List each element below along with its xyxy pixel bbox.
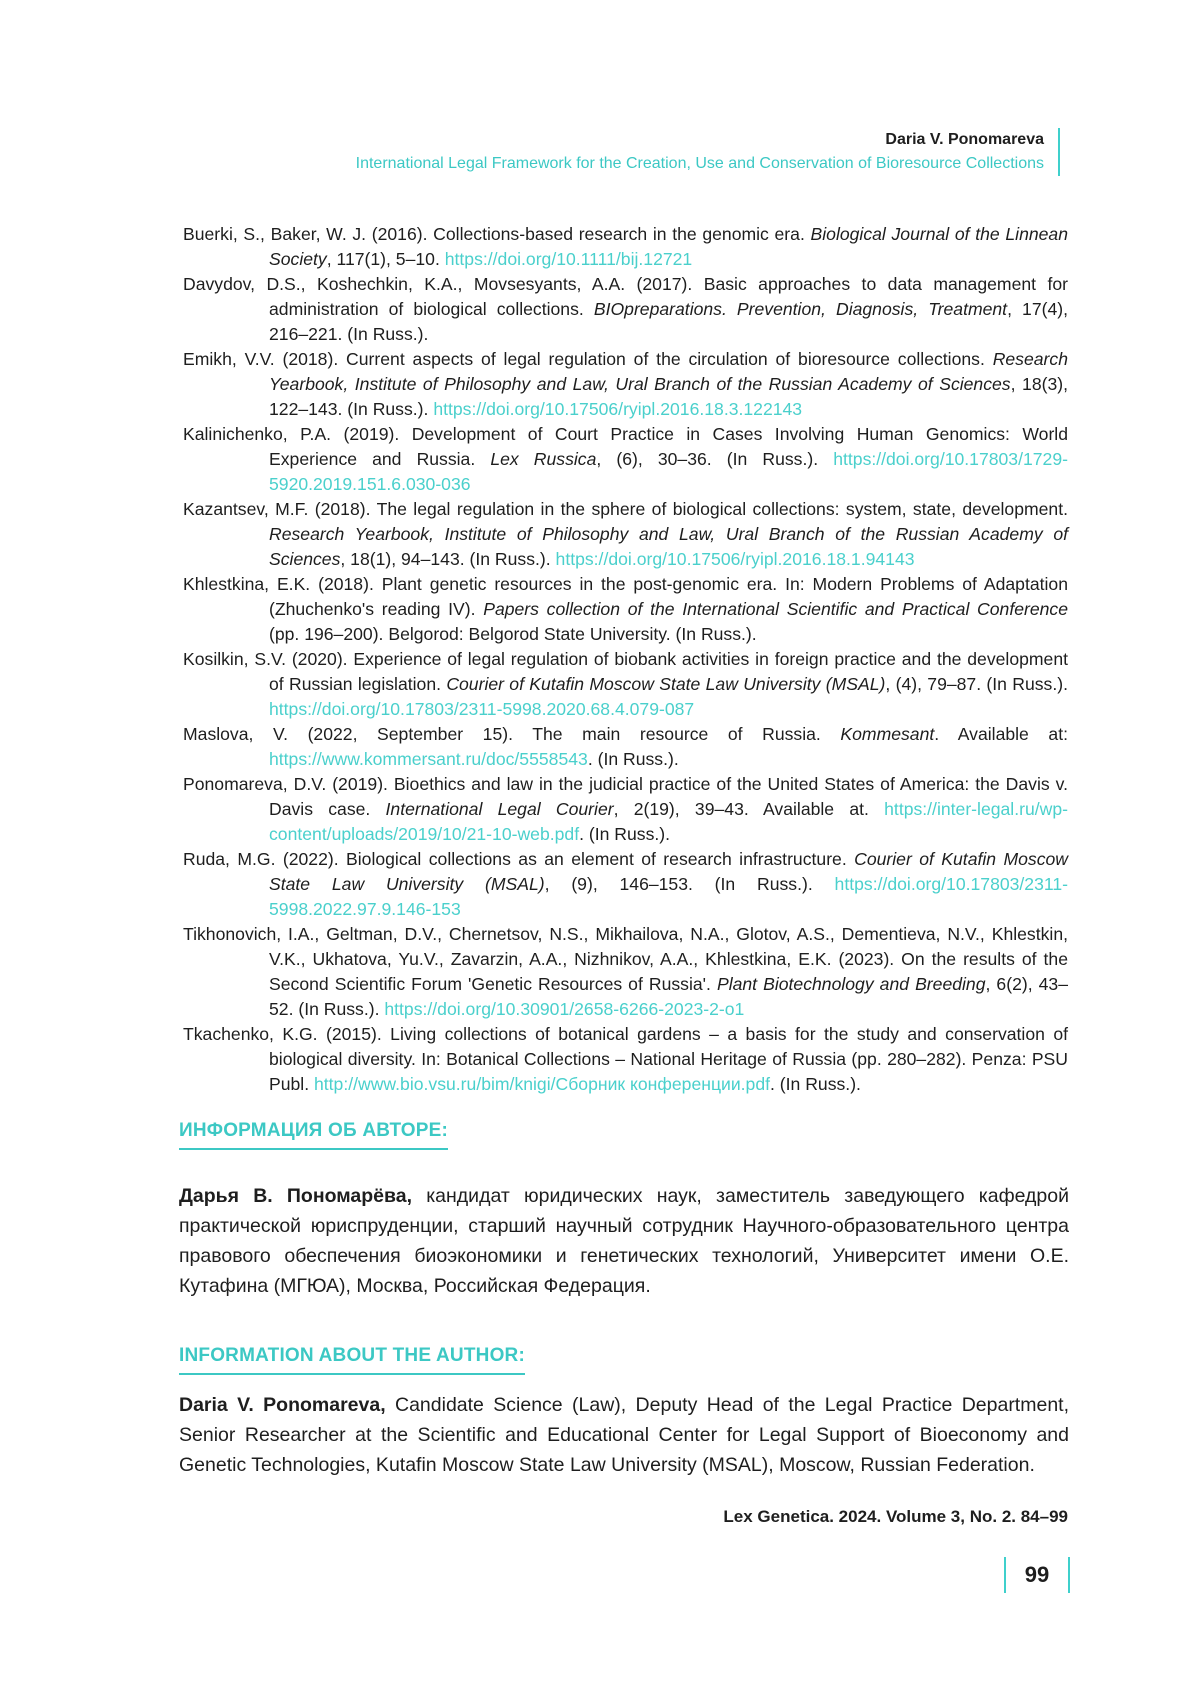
- reference-item: [183, 422, 1068, 497]
- reference-text: Emikh, V.V. (2018). Current aspects of legal regulation of the circulation of bioresource collections.: [183, 349, 993, 369]
- en-author-text: Candidate Science (Law), Deputy Head of the Legal Practice Department, Senior Researcher at the Scientific and Educational Center for Legal Support of Bioeconomy and Genetic Technologies, Kutafin Moscow State Law University (MSAL), Moscow, Russian Federation.: [179, 1394, 1069, 1476]
- reference-text: Kazantsev, M.F. (2018). The legal regulation in the sphere of biological collections: system, state, development.: [183, 499, 1068, 519]
- reference-details: , 117(1), 5–10.: [326, 249, 445, 269]
- reference-details: , 17(4), 216–221. (In Russ.).: [269, 299, 1068, 344]
- reference-link[interactable]: http://www.bio.vsu.ru/bim/knigi/Сборник конференции.pdf: [314, 1074, 771, 1094]
- reference-details: , 2(19), 39–43. Available at.: [613, 799, 885, 819]
- reference-link[interactable]: https://doi.org/10.17803/1729-5920.2019.151.6.030-036: [269, 449, 1068, 494]
- reference-item: [183, 922, 1068, 1022]
- journal-citation: Lex Genetica. 2024. Volume 3, No. 2. 84–99: [723, 1507, 1068, 1526]
- reference-link[interactable]: https://doi.org/10.30901/2658-6266-2023-2-o1: [384, 999, 745, 1019]
- reference-link[interactable]: https://doi.org/10.1111/bij.12721: [444, 249, 693, 269]
- reference-details: (pp. 196–200). Belgorod: Belgorod State University. (In Russ.).: [269, 624, 757, 644]
- reference-tail: . (In Russ.).: [587, 749, 679, 769]
- reference-text: Khlestkina, E.K. (2018). Plant genetic resources in the post-genomic era. In: Modern Problems of Adaptation (Zhuchenko's reading IV).: [183, 574, 1068, 619]
- reference-details: , 18(1), 94–143. (In Russ.).: [340, 549, 556, 569]
- reference-source: Courier of Kutafin Moscow State Law University (MSAL): [446, 674, 886, 694]
- reference-source: Biological Journal of the Linnean Society: [269, 224, 1068, 269]
- reference-text: Maslova, V. (2022, September 15). The main resource of Russia.: [183, 724, 841, 744]
- reference-source: Research Yearbook, Institute of Philosophy and Law, Ural Branch of the Russian Academy of Sciences: [269, 524, 1068, 569]
- reference-source: International Legal Courier: [385, 799, 614, 819]
- reference-text: Ponomareva, D.V. (2019). Bioethics and law in the judicial practice of the United States of America: the Davis v. Davis case.: [183, 774, 1068, 819]
- header-article-title: International Legal Framework for the Creation, Use and Conservation of Bioresource Collections: [355, 155, 1044, 172]
- reference-link[interactable]: https://doi.org/10.17803/2311-5998.2020.68.4.079-087: [269, 699, 695, 719]
- reference-link[interactable]: https://doi.org/10.17506/ryipl.2016.18.1.94143: [555, 549, 915, 569]
- reference-source: Papers collection of the International Scientific and Practical Conference: [483, 599, 1069, 619]
- reference-link[interactable]: https://doi.org/10.17506/ryipl.2016.18.3.122143: [433, 399, 803, 419]
- ru-author-info-heading: ИНФОРМАЦИЯ ОБ АВТОРЕ:: [179, 1120, 448, 1150]
- reference-text: Tikhonovich, I.A., Geltman, D.V., Chernetsov, N.S., Mikhailova, N.A., Glotov, A.S., Dementieva, N.V., Khlestkin, V.K., Ukhatova, Yu.V., Zavarzin, A.A., Nizhnikov, A.A., Khlestkina, E.K. (2023). On the results of the Second Scientific Forum 'Genetic Resources of Russia'.: [183, 924, 1068, 994]
- reference-link[interactable]: https://www.kommersant.ru/doc/5558543: [269, 749, 588, 769]
- reference-text: Kalinichenko, P.A. (2019). Development of Court Practice in Cases Involving Human Genomics: World Experience and Russia.: [183, 424, 1068, 469]
- reference-details: , (6), 30–36. (In Russ.).: [596, 449, 834, 469]
- reference-text: Davydov, D.S., Koshechkin, K.A., Movsesyants, A.A. (2017). Basic approaches to data management for administration of biological collections.: [183, 274, 1068, 319]
- reference-item: [183, 847, 1068, 922]
- page-number: 99: [1004, 1557, 1070, 1593]
- reference-tail: . (In Russ.).: [770, 1074, 861, 1094]
- reference-text: Kosilkin, S.V. (2020). Experience of legal regulation of biobank activities in foreign practice and the development of Russian legislation.: [183, 649, 1068, 694]
- reference-item: [183, 647, 1068, 722]
- reference-text: Ruda, M.G. (2022). Biological collections as an element of research infrastructure.: [183, 849, 855, 869]
- reference-item: [183, 222, 1068, 272]
- reference-details: , (4), 79–87. (In Russ.).: [885, 674, 1068, 694]
- reference-item: [183, 722, 1068, 772]
- reference-list: [183, 222, 1068, 1097]
- reference-link[interactable]: https://inter-legal.ru/wp-content/uploads/2019/10/21-10-web.pdf: [269, 799, 1068, 844]
- reference-source: Research Yearbook, Institute of Philosophy and Law, Ural Branch of the Russian Academy of Sciences: [269, 349, 1068, 394]
- reference-source: Plant Biotechnology and Breeding: [716, 974, 986, 994]
- ru-author-info: [179, 1181, 1069, 1301]
- reference-link[interactable]: https://doi.org/10.17803/2311-5998.2022.97.9.146-153: [269, 874, 1068, 919]
- ru-author-text: кандидат юридических наук, заместитель заведующего кафедрой практической юриспруденции, старший научный сотрудник Научного-образовательного центра правового обеспечения биоэкономики и генетических технологий, Университет имени О.Е. Кутафина (МГЮА), Москва, Российская Федерация.: [179, 1185, 1069, 1297]
- reference-source: Courier of Kutafin Moscow State Law University (MSAL): [269, 849, 1068, 894]
- reference-source: Lex Russica: [490, 449, 597, 469]
- reference-source: BIOpreparations. Prevention, Diagnosis, Treatment: [593, 299, 1008, 319]
- reference-item: [183, 497, 1068, 572]
- reference-item: [183, 347, 1068, 422]
- ru-author-name: Дарья В. Пономарёва,: [179, 1185, 413, 1207]
- reference-item: [183, 772, 1068, 847]
- reference-details: . Available at:: [934, 724, 1068, 744]
- en-author-name: Daria V. Ponomareva,: [179, 1394, 386, 1416]
- running-header: [356, 128, 1060, 176]
- reference-details: , 6(2), 43–52. (In Russ.).: [269, 974, 1068, 1019]
- en-author-info: [179, 1390, 1069, 1480]
- reference-source: Kommesant: [840, 724, 935, 744]
- reference-item: [183, 1022, 1068, 1097]
- reference-details: , 18(3), 122–143. (In Russ.).: [269, 374, 1068, 419]
- header-author: Daria V. Ponomareva: [885, 131, 1044, 148]
- en-author-info-heading: INFORMATION ABOUT THE AUTHOR:: [179, 1345, 525, 1375]
- reference-item: [183, 272, 1068, 347]
- reference-text: Tkachenko, K.G. (2015). Living collections of botanical gardens – a basis for the study and conservation of biological diversity. In: Botanical Collections – National Heritage of Russia (pp. 280–282). Penza: PSU Publ.: [183, 1024, 1068, 1094]
- reference-tail: . (In Russ.).: [579, 824, 671, 844]
- reference-text: Buerki, S., Baker, W. J. (2016). Collections-based research in the genomic era.: [183, 224, 811, 244]
- reference-details: , (9), 146–153. (In Russ.).: [544, 874, 835, 894]
- reference-item: [183, 572, 1068, 647]
